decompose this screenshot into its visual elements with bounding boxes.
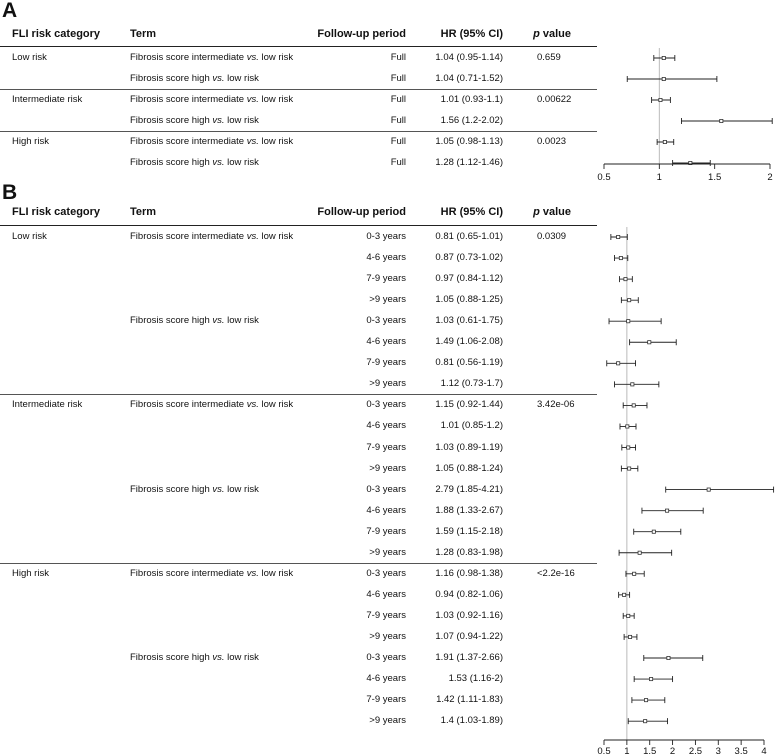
term-text: Fibrosis score intermediate bbox=[130, 94, 247, 105]
panel-a-label: A bbox=[2, 0, 18, 22]
term-text: Fibrosis score high bbox=[130, 73, 213, 84]
x-axis-tick-label: 0.5 bbox=[597, 746, 611, 756]
term-text-end: low risk bbox=[224, 115, 259, 126]
row-hr-ci: 1.04 (0.95-1.14) bbox=[435, 52, 503, 63]
hr-point bbox=[632, 404, 635, 407]
hr-point bbox=[628, 635, 631, 638]
row-category: High risk bbox=[12, 567, 49, 579]
row-follow-up-period: >9 years bbox=[369, 294, 406, 306]
term-text-end: low risk bbox=[224, 483, 259, 495]
row-follow-up-period: Full bbox=[390, 115, 406, 126]
row-p-value: 0.0309 bbox=[537, 231, 567, 242]
x-axis-tick-label: 2.5 bbox=[688, 746, 703, 756]
term-text-end: low risk bbox=[258, 136, 294, 147]
row-category: Low risk bbox=[12, 52, 47, 63]
hr-point bbox=[649, 677, 652, 680]
term-text: Fibrosis score high bbox=[130, 483, 213, 495]
row-follow-up-period: >9 years bbox=[369, 378, 406, 390]
row-hr-ci: 1.42 (1.11-1.83) bbox=[436, 694, 503, 706]
row-hr-ci: 1.05 (0.88-1.24) bbox=[435, 462, 503, 474]
term-text-end: low risk bbox=[258, 94, 294, 105]
header-hr: HR (95% CI) bbox=[440, 206, 503, 218]
hr-point bbox=[662, 77, 665, 80]
row-follow-up-period: 4-6 years bbox=[366, 673, 406, 685]
hr-point bbox=[626, 425, 629, 428]
row-hr-ci: 1.88 (1.33-2.67) bbox=[435, 504, 503, 516]
row-follow-up-period: 0-3 years bbox=[366, 567, 406, 579]
hr-point bbox=[662, 56, 665, 59]
row-category: Intermediate risk bbox=[12, 399, 83, 411]
hr-point bbox=[619, 256, 622, 259]
row-hr-ci: 1.05 (0.88-1.25) bbox=[435, 294, 503, 306]
term-text: Fibrosis score intermediate bbox=[130, 567, 247, 579]
header-category: FLI risk category bbox=[12, 28, 101, 40]
x-axis-tick-label: 1 bbox=[624, 746, 630, 756]
hr-point bbox=[665, 509, 668, 512]
term-text: Fibrosis score high bbox=[130, 315, 213, 327]
row-hr-ci: 2.79 (1.85-4.21) bbox=[435, 483, 503, 495]
row-follow-up-period: 7-9 years bbox=[366, 525, 406, 537]
term-vs: vs. bbox=[212, 483, 225, 495]
row-hr-ci: 0.94 (0.82-1.06) bbox=[435, 588, 503, 600]
hr-point bbox=[707, 488, 710, 491]
row-follow-up-period: Full bbox=[390, 157, 406, 168]
row-p-value: 0.0023 bbox=[537, 136, 567, 147]
row-follow-up-period: >9 years bbox=[369, 546, 406, 558]
hr-point bbox=[659, 98, 662, 101]
term-vs: vs. bbox=[246, 399, 259, 411]
header-term: Term bbox=[130, 28, 157, 40]
term-text-end: low risk bbox=[224, 315, 259, 327]
term-vs: vs. bbox=[212, 73, 225, 84]
row-hr-ci: 0.81 (0.65-1.01) bbox=[435, 231, 503, 242]
row-hr-ci: 1.28 (0.83-1.98) bbox=[435, 546, 503, 558]
term-vs: vs. bbox=[212, 315, 225, 327]
hr-point bbox=[663, 140, 666, 143]
row-hr-ci: 1.16 (0.98-1.38) bbox=[435, 567, 503, 579]
row-follow-up-period: 7-9 years bbox=[366, 694, 406, 706]
row-hr-ci: 1.56 (1.2-2.02) bbox=[440, 115, 503, 126]
x-axis-tick-label: 0.5 bbox=[597, 172, 611, 183]
row-follow-up-period: >9 years bbox=[369, 715, 406, 727]
term-text-end: low risk bbox=[224, 73, 259, 84]
row-category: High risk bbox=[12, 136, 49, 147]
row-hr-ci: 1.01 (0.93-1.1) bbox=[440, 94, 503, 105]
row-hr-ci: 1.05 (0.98-1.13) bbox=[435, 136, 503, 147]
hr-point bbox=[644, 720, 647, 723]
row-follow-up-period: 7-9 years bbox=[366, 273, 406, 285]
term-vs: vs. bbox=[246, 52, 259, 63]
term-text: Fibrosis score intermediate bbox=[130, 52, 247, 63]
x-axis-tick-label: 3.5 bbox=[734, 746, 748, 756]
row-hr-ci: 0.97 (0.84-1.12) bbox=[435, 273, 503, 285]
x-axis-tick-label: 3 bbox=[715, 746, 721, 756]
row-hr-ci: 0.87 (0.73-1.02) bbox=[435, 252, 503, 264]
term-text: Fibrosis score intermediate bbox=[130, 231, 247, 242]
x-axis-tick-label: 1 bbox=[656, 172, 662, 183]
row-hr-ci: 1.04 (0.71-1.52) bbox=[435, 73, 503, 84]
header-category: FLI risk category bbox=[12, 206, 101, 218]
hr-point bbox=[644, 699, 647, 702]
row-follow-up-period: 4-6 years bbox=[366, 588, 406, 600]
x-axis-tick-label: 2 bbox=[669, 746, 676, 756]
hr-point bbox=[624, 278, 627, 281]
row-hr-ci: 1.91 (1.37-2.66) bbox=[435, 652, 503, 663]
term-vs: vs. bbox=[212, 157, 225, 168]
row-follow-up-period: >9 years bbox=[369, 630, 406, 642]
header-p-suffix: value bbox=[539, 28, 571, 40]
term-vs: vs. bbox=[246, 94, 259, 105]
row-follow-up-period: 7-9 years bbox=[366, 357, 406, 369]
term-text-end: low risk bbox=[258, 567, 294, 579]
term-text: Fibrosis score intermediate bbox=[130, 136, 247, 147]
hr-point bbox=[648, 341, 651, 344]
row-follow-up-period: Full bbox=[390, 94, 406, 105]
header-p-italic: p bbox=[533, 28, 540, 40]
row-hr-ci: 1.07 (0.94-1.22) bbox=[435, 630, 503, 642]
row-p-value: 0.00622 bbox=[537, 94, 572, 105]
term-text: Fibrosis score high bbox=[130, 115, 213, 126]
x-axis-tick-label: 1.5 bbox=[643, 746, 657, 756]
term-text: Fibrosis score intermediate bbox=[130, 399, 247, 411]
hr-point bbox=[623, 593, 626, 596]
header-term: Term bbox=[130, 206, 157, 218]
term-vs: vs. bbox=[212, 652, 225, 663]
row-follow-up-period: Full bbox=[390, 52, 406, 63]
x-axis-tick-label: 2 bbox=[767, 172, 773, 183]
row-hr-ci: 1.59 (1.15-2.18) bbox=[435, 525, 503, 537]
row-hr-ci: 1.49 (1.06-2.08) bbox=[435, 336, 503, 348]
row-follow-up-period: 4-6 years bbox=[366, 420, 406, 432]
header-follow-up-period: Follow-up period bbox=[317, 28, 406, 40]
hr-point bbox=[617, 235, 620, 238]
row-p-value: 0.659 bbox=[537, 52, 561, 63]
term-text-end: low risk bbox=[258, 399, 294, 411]
row-hr-ci: 1.15 (0.92-1.44) bbox=[435, 399, 503, 411]
term-text: Fibrosis score high bbox=[130, 157, 213, 168]
row-category: Intermediate risk bbox=[12, 94, 83, 105]
row-hr-ci: 1.03 (0.92-1.16) bbox=[435, 609, 503, 621]
row-p-value: 3.42e-06 bbox=[537, 399, 575, 411]
term-vs: vs. bbox=[246, 136, 259, 147]
term-text-end: low risk bbox=[224, 652, 259, 663]
row-follow-up-period: 4-6 years bbox=[366, 252, 406, 264]
header-p-italic: p bbox=[533, 206, 540, 218]
hr-point bbox=[638, 551, 641, 554]
row-hr-ci: 1.03 (0.61-1.75) bbox=[435, 315, 503, 327]
term-text: Fibrosis score high bbox=[130, 652, 213, 663]
row-follow-up-period: 4-6 years bbox=[366, 504, 406, 516]
row-hr-ci: 1.4 (1.03-1.89) bbox=[440, 715, 503, 727]
row-follow-up-period: 0-3 years bbox=[366, 652, 406, 663]
row-follow-up-period: 0-3 years bbox=[366, 315, 406, 327]
hr-point bbox=[617, 362, 620, 365]
hr-point bbox=[631, 383, 634, 386]
row-follow-up-period: Full bbox=[390, 136, 406, 147]
x-axis-tick-label: 1.5 bbox=[708, 172, 722, 183]
x-axis-tick-label: 4 bbox=[761, 746, 767, 756]
row-follow-up-period: 0-3 years bbox=[366, 399, 406, 411]
row-hr-ci: 1.28 (1.12-1.46) bbox=[435, 157, 503, 168]
hr-point bbox=[627, 446, 630, 449]
row-follow-up-period: 0-3 years bbox=[366, 483, 406, 495]
row-hr-ci: 1.12 (0.73-1.7) bbox=[440, 378, 503, 390]
term-text-end: low risk bbox=[258, 52, 294, 63]
term-vs: vs. bbox=[212, 115, 225, 126]
row-follow-up-period: 7-9 years bbox=[366, 609, 406, 621]
hr-point bbox=[633, 572, 636, 575]
row-follow-up-period: 7-9 years bbox=[366, 441, 406, 453]
term-text-end: low risk bbox=[258, 231, 294, 242]
hr-point bbox=[627, 320, 630, 323]
term-vs: vs. bbox=[246, 231, 259, 242]
header-hr: HR (95% CI) bbox=[440, 28, 503, 40]
term-vs: vs. bbox=[246, 567, 259, 579]
header-p-suffix: value bbox=[539, 206, 571, 218]
row-category: Low risk bbox=[12, 231, 47, 242]
hr-point bbox=[720, 119, 723, 122]
row-hr-ci: 1.01 (0.85-1.2) bbox=[440, 420, 503, 432]
row-p-value: <2.2e-16 bbox=[537, 567, 575, 579]
row-follow-up-period: Full bbox=[390, 73, 406, 84]
row-follow-up-period: >9 years bbox=[369, 462, 406, 474]
header-follow-up-period: Follow-up period bbox=[317, 206, 406, 218]
row-hr-ci: 1.53 (1.16-2) bbox=[448, 673, 503, 685]
hr-point bbox=[628, 467, 631, 470]
row-hr-ci: 0.81 (0.56-1.19) bbox=[435, 357, 503, 369]
row-follow-up-period: 4-6 years bbox=[366, 336, 406, 348]
row-hr-ci: 1.03 (0.89-1.19) bbox=[435, 441, 503, 453]
hr-point bbox=[652, 530, 655, 533]
hr-point bbox=[667, 656, 670, 659]
panel-b-label: B bbox=[2, 181, 18, 204]
hr-point bbox=[627, 614, 630, 617]
row-follow-up-period: 0-3 years bbox=[366, 231, 406, 242]
term-text-end: low risk bbox=[224, 157, 259, 168]
hr-point bbox=[628, 299, 631, 302]
